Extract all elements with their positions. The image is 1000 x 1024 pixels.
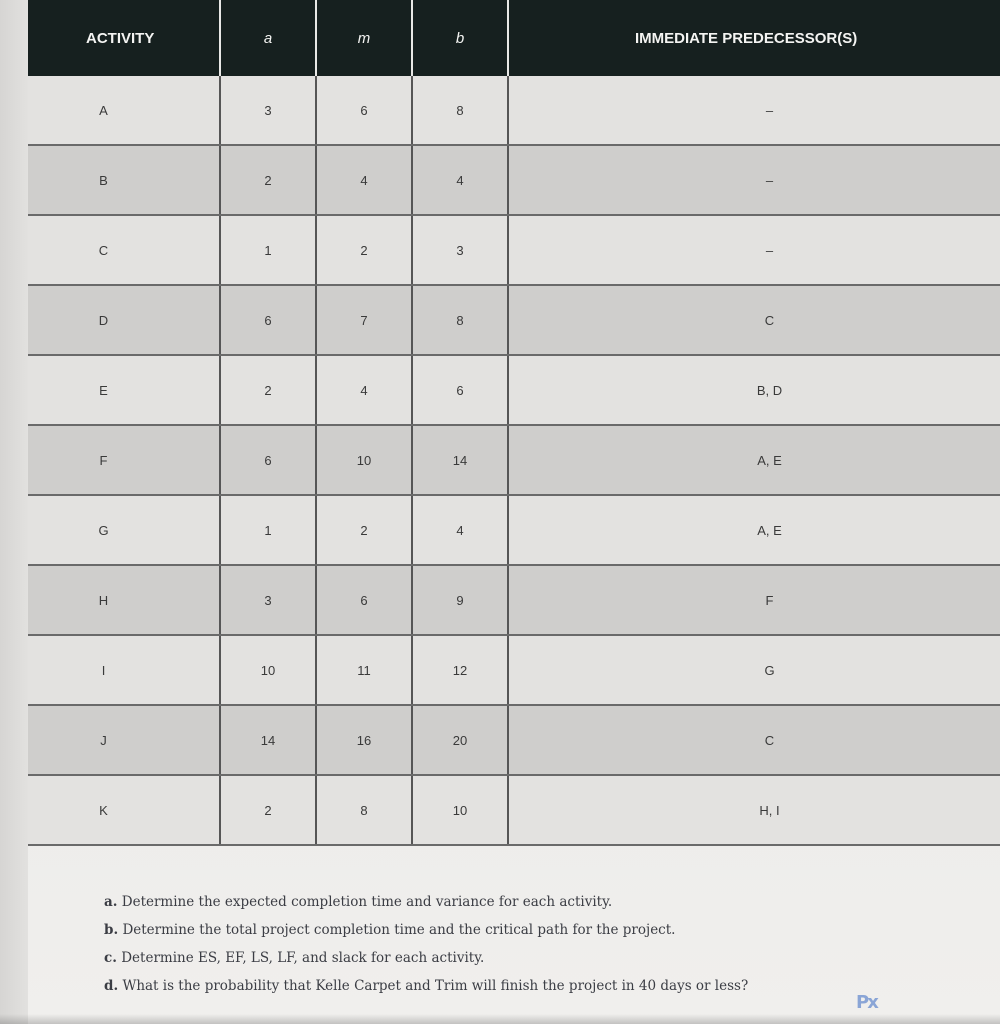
cell-m: 8 <box>316 775 412 845</box>
cell-b: 6 <box>412 355 508 425</box>
cell-m: 2 <box>316 495 412 565</box>
cell-a: 1 <box>220 215 316 285</box>
cell-predecessors: – <box>508 145 1000 215</box>
cell-b: 10 <box>412 775 508 845</box>
cell-predecessors: C <box>508 705 1000 775</box>
table-row <box>28 705 1000 775</box>
page-shadow <box>0 1014 1000 1024</box>
question-c <box>104 944 964 972</box>
cell-m: 16 <box>316 705 412 775</box>
question-a <box>104 888 964 916</box>
cell-b: 14 <box>412 425 508 495</box>
table-row <box>28 565 1000 635</box>
table-row <box>28 215 1000 285</box>
cell-a: 10 <box>220 635 316 705</box>
table-row <box>28 355 1000 425</box>
cell-m: 6 <box>316 76 412 145</box>
cell-activity: I <box>28 635 220 705</box>
question-b <box>104 916 964 944</box>
cell-m: 4 <box>316 145 412 215</box>
question-text: Determine the total project completion time and the critical path for the project. <box>122 922 676 938</box>
table-row <box>28 425 1000 495</box>
cell-b: 9 <box>412 565 508 635</box>
cell-activity: B <box>28 145 220 215</box>
table-row <box>28 495 1000 565</box>
cell-predecessors: H, I <box>508 775 1000 845</box>
cell-a: 2 <box>220 355 316 425</box>
px-logo-icon[interactable]: Px <box>856 992 877 1013</box>
cell-predecessors: – <box>508 76 1000 145</box>
header-a: a <box>220 0 316 76</box>
question-text: Determine ES, EF, LS, LF, and slack for each activity. <box>121 950 485 966</box>
cell-activity: D <box>28 285 220 355</box>
cell-predecessors: B, D <box>508 355 1000 425</box>
cell-activity: K <box>28 775 220 845</box>
cell-activity: A <box>28 76 220 145</box>
cell-activity: G <box>28 495 220 565</box>
cell-predecessors: – <box>508 215 1000 285</box>
cell-predecessors: C <box>508 285 1000 355</box>
table-row <box>28 145 1000 215</box>
cell-b: 4 <box>412 495 508 565</box>
cell-predecessors: F <box>508 565 1000 635</box>
table-row <box>28 76 1000 145</box>
cell-m: 2 <box>316 215 412 285</box>
cell-activity: C <box>28 215 220 285</box>
cell-a: 6 <box>220 425 316 495</box>
cell-predecessors: A, E <box>508 425 1000 495</box>
cell-a: 6 <box>220 285 316 355</box>
question-list <box>104 888 964 1000</box>
table-row <box>28 285 1000 355</box>
cell-predecessors: G <box>508 635 1000 705</box>
cell-activity: H <box>28 565 220 635</box>
cell-m: 6 <box>316 565 412 635</box>
header-activity: ACTIVITY <box>28 0 220 76</box>
header-b: b <box>412 0 508 76</box>
cell-a: 3 <box>220 565 316 635</box>
question-d <box>104 972 964 1000</box>
header-m: m <box>316 0 412 76</box>
cell-predecessors: A, E <box>508 495 1000 565</box>
cell-b: 4 <box>412 145 508 215</box>
page-edge <box>0 0 28 1024</box>
cell-m: 7 <box>316 285 412 355</box>
cell-a: 3 <box>220 76 316 145</box>
cell-activity: E <box>28 355 220 425</box>
cell-activity: J <box>28 705 220 775</box>
cell-m: 10 <box>316 425 412 495</box>
cell-a: 2 <box>220 775 316 845</box>
question-letter: c. <box>104 950 117 966</box>
cell-a: 1 <box>220 495 316 565</box>
question-letter: a. <box>104 894 118 910</box>
question-letter: d. <box>104 978 119 994</box>
question-text: What is the probability that Kelle Carpet and Trim will finish the project in 40 days or less? <box>122 978 749 994</box>
cell-b: 8 <box>412 76 508 145</box>
question-text: Determine the expected completion time and variance for each activity. <box>121 894 613 910</box>
activity-table <box>28 0 1000 846</box>
cell-a: 14 <box>220 705 316 775</box>
cell-activity: F <box>28 425 220 495</box>
table-header-row <box>28 0 1000 76</box>
question-letter: b. <box>104 922 119 938</box>
cell-a: 2 <box>220 145 316 215</box>
cell-b: 3 <box>412 215 508 285</box>
cell-m: 11 <box>316 635 412 705</box>
cell-b: 12 <box>412 635 508 705</box>
table-row <box>28 635 1000 705</box>
cell-b: 8 <box>412 285 508 355</box>
cell-b: 20 <box>412 705 508 775</box>
cell-m: 4 <box>316 355 412 425</box>
table-row <box>28 775 1000 845</box>
header-predecessors: IMMEDIATE PREDECESSOR(S) <box>508 0 1000 76</box>
